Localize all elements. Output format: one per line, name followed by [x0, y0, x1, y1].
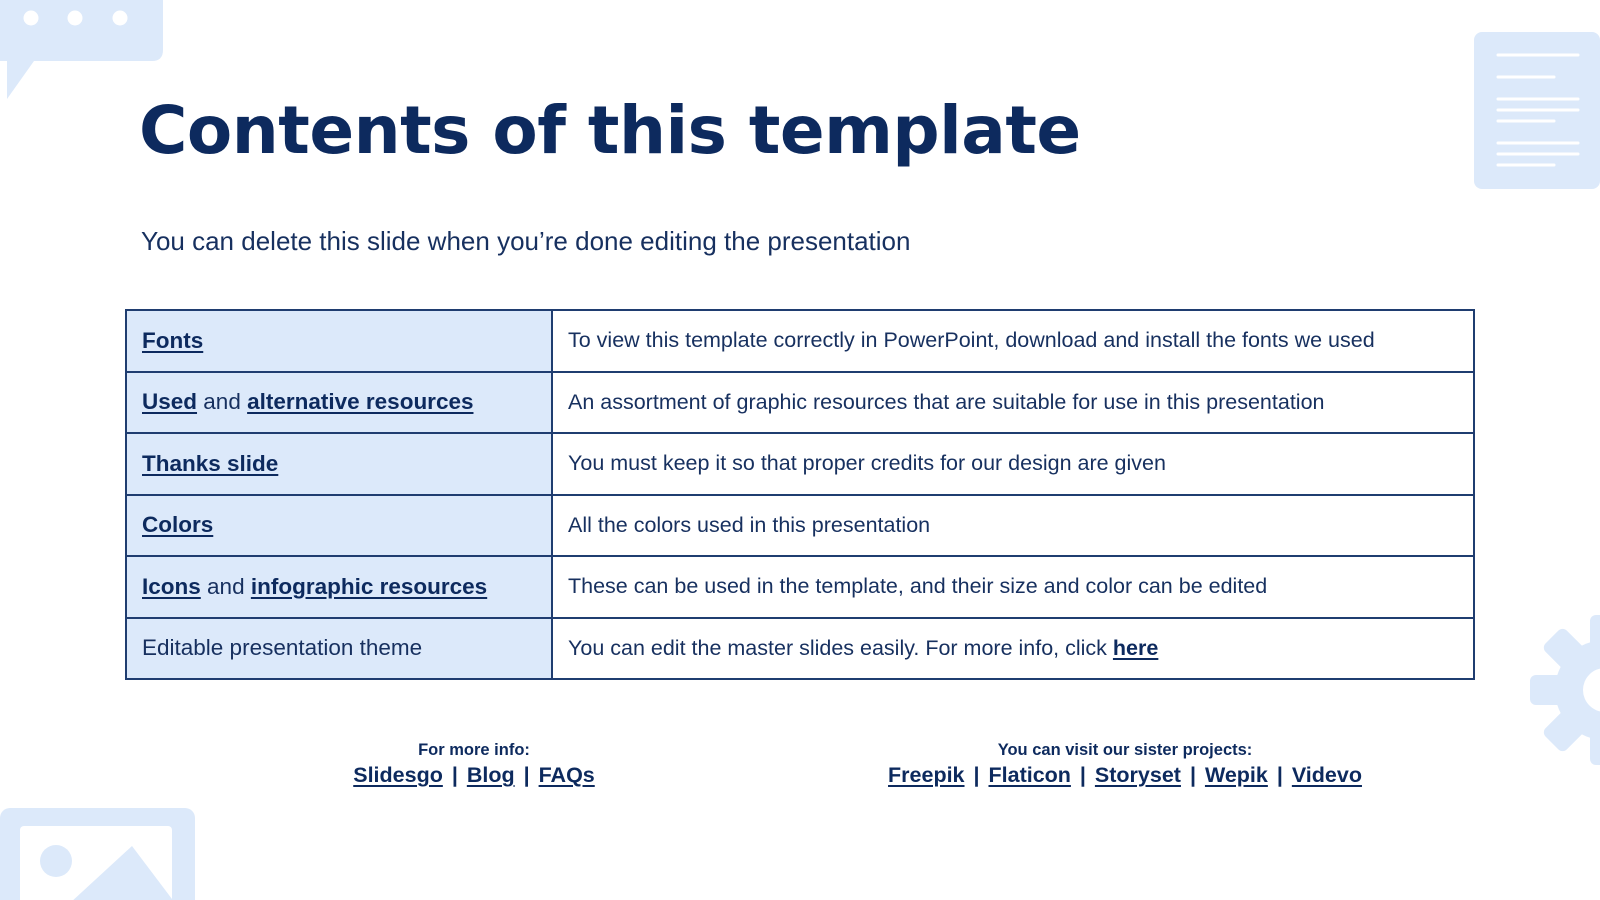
footer-links [274, 763, 674, 788]
footer-more-info [274, 741, 674, 788]
row-description: To view this template correctly in PowerPoint, download and install the fonts we used [552, 310, 1474, 372]
separator: | [1079, 763, 1086, 787]
table-row [126, 618, 1474, 680]
table-row [126, 310, 1474, 372]
infographic-resources-link[interactable]: infographic resources [250, 573, 488, 599]
colors-link[interactable]: Colors [142, 512, 214, 538]
separator: | [523, 763, 530, 787]
row-description [552, 618, 1474, 680]
thanks-slide-link[interactable]: Thanks slide [142, 450, 279, 476]
row-key-cell [126, 495, 552, 557]
row-key-cell [126, 433, 552, 495]
footer-caption: For more info: [418, 741, 530, 759]
videvo-link[interactable]: Videvo [1291, 763, 1362, 787]
blog-link[interactable]: Blog [466, 763, 515, 787]
separator: | [1276, 763, 1283, 787]
contents-table [125, 309, 1475, 680]
footer-links [825, 763, 1425, 788]
slidesgo-link[interactable]: Slidesgo [353, 763, 443, 787]
row-key-cell: Editable presentation theme [126, 618, 552, 680]
freepik-link[interactable]: Freepik [888, 763, 965, 787]
chat-bubble-icon [0, 0, 165, 100]
table-row [126, 372, 1474, 434]
table-row [126, 433, 1474, 495]
flaticon-link[interactable]: Flaticon [988, 763, 1071, 787]
row-description: All the colors used in this presentation [552, 495, 1474, 557]
separator: | [451, 763, 458, 787]
here-link[interactable]: here [1112, 635, 1159, 660]
icons-link[interactable]: Icons [142, 573, 201, 599]
image-icon [0, 808, 195, 900]
footer-sister-projects [825, 741, 1425, 788]
row-key-cell [126, 556, 552, 618]
faqs-link[interactable]: FAQs [538, 763, 595, 787]
used-resources-link[interactable]: Used [142, 389, 198, 415]
page-subtitle: You can delete this slide when you’re done editing the presentation [141, 226, 911, 256]
row-description: You must keep it so that proper credits for our design are given [552, 433, 1474, 495]
row-description: These can be used in the template, and their size and color can be edited [552, 556, 1474, 618]
alternative-resources-link[interactable]: alternative resources [247, 389, 474, 415]
fonts-link[interactable]: Fonts [142, 327, 204, 353]
gear-icon [1530, 615, 1600, 765]
wepik-link[interactable]: Wepik [1204, 763, 1268, 787]
separator: | [973, 763, 980, 787]
document-icon [1474, 32, 1600, 189]
and-text: and [207, 573, 245, 599]
separator: | [1189, 763, 1196, 787]
footer-caption: You can visit our sister projects: [997, 741, 1253, 759]
row-description: An assortment of graphic resources that are suitable for use in this presentation [552, 372, 1474, 434]
row-key-cell [126, 372, 552, 434]
table-row [126, 495, 1474, 557]
storyset-link[interactable]: Storyset [1094, 763, 1181, 787]
and-text: and [203, 389, 241, 415]
row-key-cell [126, 310, 552, 372]
table-row [126, 556, 1474, 618]
page-title: Contents of this template [139, 92, 1081, 169]
master-slides-text: You can edit the master slides easily. For more info, click [568, 635, 1107, 660]
